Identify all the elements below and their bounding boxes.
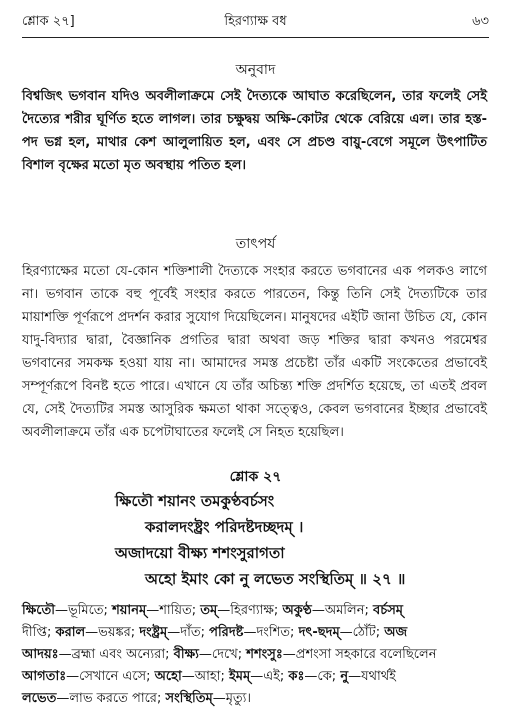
verse-title: শ্লোক ২৭ [229, 469, 282, 485]
sanskrit-word: অকুণ্ঠ [282, 603, 312, 618]
sanskrit-word: আদয়ঃ [22, 647, 59, 662]
word-meaning-line: আদয়ঃ—ব্রহ্মা এবং অন্যেরা; বীক্ষ্য—দেখে; শশংসুঃ—প্রশংসা সহকারে বলেছিলেন [22, 647, 437, 662]
word-meaning: লাভ করতে পারে; [69, 691, 166, 706]
word-meaning-line: ক্ষিতৌ—ভূমিতে; শয়ানম্—শায়িত; তম্—হিরণ্যাক্ষ; অকুণ্ঠ—অমলিন; বর্চসম্ [22, 603, 404, 618]
word-meaning: এই; [263, 669, 289, 684]
sanskrit-word: অজ [384, 625, 408, 640]
word-meaning: মৃত্যু। [225, 691, 252, 706]
word-meaning: শায়িত; [159, 603, 201, 618]
sanskrit-word: আগতাঃ [22, 669, 67, 684]
sanskrit-word: কঃ [288, 669, 305, 684]
sanskrit-word: নু [340, 669, 349, 684]
sanskrit-word: ইমম্ [229, 669, 251, 684]
sanskrit-word: ক্ষিতৌ [22, 603, 55, 618]
word-meaning: ঠোঁট; [352, 625, 385, 640]
word-meaning: প্রশংসা সহকারে বলেছিলেন [295, 647, 437, 662]
sanskrit-word: দৎ-ছদম্ [298, 625, 340, 640]
word-meaning-line: দীপ্তি; করাল—ভয়ঙ্কর; দংষ্ট্রম্—দাঁত; পরিদষ্ট—দংশিত; দৎ-ছদম্—ঠোঁট; অজ [22, 625, 408, 640]
sanskrit-word: বর্চসম্ [372, 603, 404, 618]
word-meaning: কে; [317, 669, 341, 684]
sanskrit-word: দংষ্ট্রম্ [139, 625, 168, 640]
sanskrit-word: লভেত [22, 691, 57, 706]
verse-line [0, 514, 511, 540]
word-meaning: যথার্থই [361, 669, 396, 684]
sanskrit-word: সংস্থিতিম্ [165, 691, 213, 706]
sanskrit-word: পরিদষ্ট [209, 625, 244, 640]
sanskrit-word: শয়ানম্ [112, 603, 147, 618]
word-meaning: দীপ্তি; [22, 625, 56, 640]
sanskrit-word: অহো [154, 669, 182, 684]
word-meaning: সেখানে এসে; [79, 669, 155, 684]
page-number: ৬৩ [472, 14, 489, 29]
page-header [22, 12, 489, 32]
word-meaning: দাঁত; [180, 625, 210, 640]
word-meaning: দেখে; [211, 647, 247, 662]
word-meaning: ভূমিতে; [67, 603, 113, 618]
purport-text: হিরণ্যাক্ষের মতো যে-কোন শক্তিশালী দৈত্যকে সংহার করতে ভগবানের এক পলকও লাগে না। ভগবান তাকে বহু পূর্বেই সংহার করতে পারতেন, কিন্তু তিনি সেই দৈত্যটিকে তার মায়াশক্তি পূর্ণরূপে প্রদর্শন করার সুযোগ দিয়েছিলেন। মানুষদের এইটি জানা উচিত যে, কোন যাদু-বিদ্যার দ্বারা, বৈজ্ঞানিক প্রগতির দ্বারা অথবা জড় শক্তির দ্বারা কখনও পরমেশ্বর ভগবানের সমকক্ষ হওয়া যায় না। আমাদের সমস্ত প্রচেষ্টা তাঁর একটি সংকেতের প্রভাবেই সম্পূর্ণরূপে বিনষ্ট হতে পারে। এখানে যে তাঁর অচিন্ত্য শক্তি প্রদর্শিত হয়েছে, তা এতই প্রবল যে, সেই দৈত্যটির সমস্ত আসুরিক ক্ষমতা থাকা সত্ত্বেও, কেবল ভগবানের ইচ্ছার প্রভাবেই অবলীলাক্রমে তাঁর এক চপেটাঘাতের ফলেই সে নিহত হয়েছিল। [22, 264, 487, 440]
word-meaning: ব্রহ্মা এবং অন্যেরা; [71, 647, 174, 662]
word-meaning: ভয়ঙ্কর; [98, 625, 140, 640]
word-meaning: আহা; [194, 669, 230, 684]
purport-heading: তাৎপর্য [235, 236, 276, 252]
sanskrit-word: তম্ [200, 603, 218, 618]
verse-line [0, 566, 511, 592]
sanskrit-word: বীক্ষ্য [173, 647, 199, 662]
translation-text: বিশ্বজিৎ ভগবান যদিও অবলীলাক্রমে সেই দৈত্যকে আঘাত করেছিলেন, তার ফলেই সেই দৈত্যের শরীর ঘূর্ণিত হতে লাগল। তার চক্ষুদ্বয় অক্ষি-কোটর থেকে বেরিয়ে এল। তার হস্ত-পদ ভগ্ন হল, মাথার কেশ আলুলায়িত হল, এবং সে প্রচণ্ড বায়ু-বেগে সমূলে উৎপাটিত বিশাল বৃক্ষের মতো মৃত অবস্থায় পতিত হল। [22, 89, 487, 173]
verse-reference: শ্লোক ২৭] [22, 14, 75, 29]
word-meanings [22, 600, 487, 710]
word-meaning-line: আগতাঃ—সেখানে এসে; অহো—আহা; ইমম্—এই; কঃ—কে; নু—যথার্থই [22, 669, 396, 684]
sanskrit-word: শশংসুঃ [246, 647, 283, 662]
translation-heading: অনুবাদ [235, 62, 276, 78]
verse-line [0, 488, 511, 514]
header-rule [22, 37, 489, 38]
sanskrit-word: করাল [55, 625, 86, 640]
verse-line [0, 540, 511, 566]
verse-line-3: অজাদয়ো বীক্ষ্য শশংসুরাগতা [115, 544, 285, 562]
word-meaning: অমলিন; [324, 603, 373, 618]
chapter-title: হিরণ্যাক্ষ বধ [224, 14, 287, 29]
verse-line-1: ক্ষিতৌ শয়ানং তমকুণ্ঠবর্চসং [115, 492, 275, 510]
word-meaning-line: লভেত—লাভ করতে পারে; সংস্থিতিম্—মৃত্যু। [22, 691, 252, 706]
word-meaning: দংশিত; [256, 625, 299, 640]
word-meaning: হিরণ্যাক্ষ; [230, 603, 283, 618]
verse-line-4: অহো ইমাং কো নু লভেত সংস্থিতিম্ ॥ ২৭ ॥ [145, 570, 406, 588]
verse-line-2: করালদংষ্ট্রং পরিদষ্টদচ্ছদম্ । [145, 518, 304, 536]
